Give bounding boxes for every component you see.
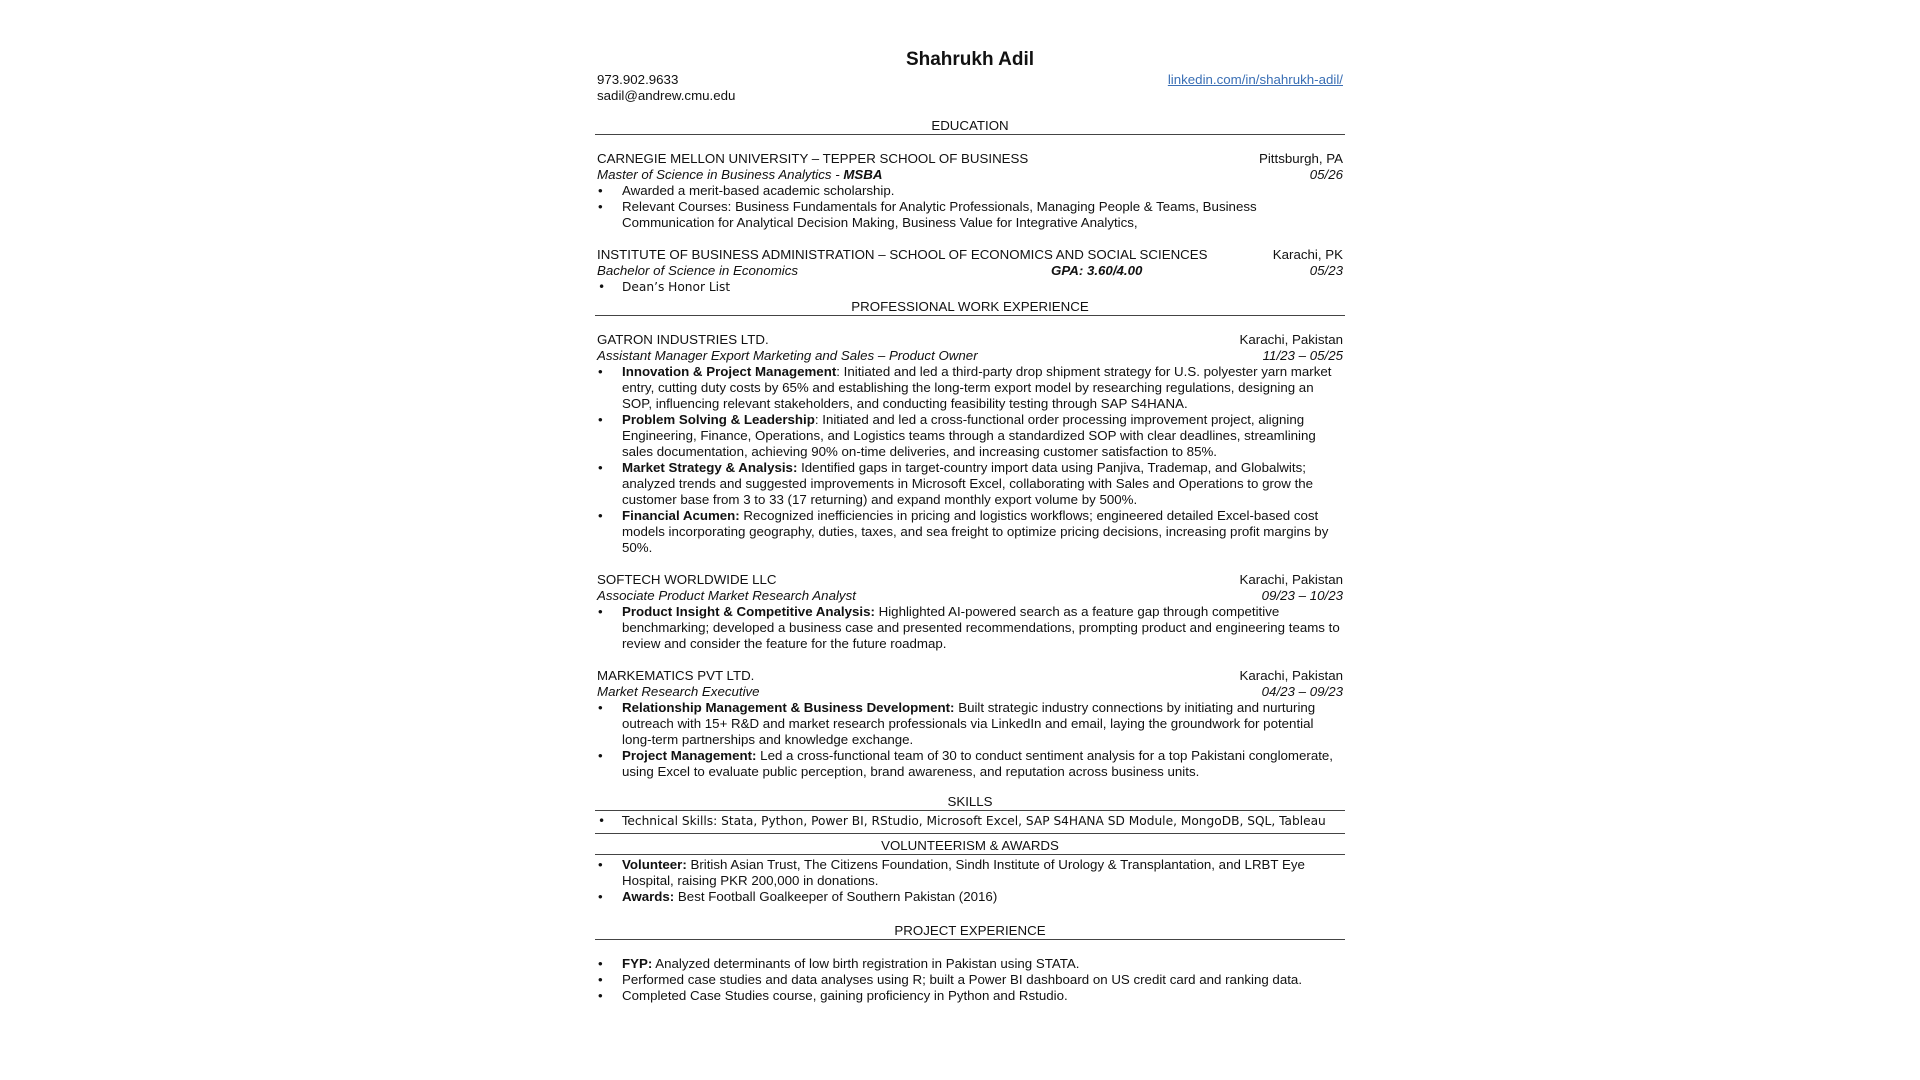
job-entry xyxy=(597,332,1343,556)
list-item: • Volunteer: British Asian Trust, The Citizens Foundation, Sindh Institute of Urology & Transplantation, and LRBT Eye Hospital, raising PKR 200,000 in donations. xyxy=(597,857,1343,889)
degree-abbrev: MSBA xyxy=(843,167,883,182)
school-location: Pittsburgh, PA xyxy=(1258,151,1343,166)
job-role: Assistant Manager Export Marketing and Sales – Product Owner xyxy=(597,348,978,363)
list-item: • Innovation & Project Management: Initiated and led a third-party drop shipment strategy for U.S. polyester yarn market entry, cutting duty costs by 65% and establishing the long-term export model by researching regulations, designing an SOP, influencing relevant stakeholders, and conducting feasibility testing through SAP S4HANA. xyxy=(597,364,1343,412)
degree: Bachelor of Science in Economics xyxy=(597,263,799,278)
list-item: • Product Insight & Competitive Analysis: Highlighted AI-powered search as a feature gap through competitive benchmarking; developed a business case and presented recommendations, prompting product and engineering teams to review and consider the feature for the future roadmap. xyxy=(597,604,1343,652)
list-item: • Relevant Courses: Business Fundamentals for Analytic Professionals, Managing People & Teams, Business Communication for Analytical Decision Making, Business Value for Integrative Analytics, xyxy=(597,199,1343,231)
volunteer-heading: VOLUNTEERISM & AWARDS xyxy=(595,833,1345,855)
phone-number: 973.902.9633 xyxy=(597,72,679,87)
skills-heading: SKILLS xyxy=(595,794,1345,811)
projects-heading: PROJECT EXPERIENCE xyxy=(595,923,1345,940)
list-item: • Completed Case Studies course, gaining proficiency in Python and Rstudio. xyxy=(597,988,1343,1004)
job-dates: 09/23 – 10/23 xyxy=(1261,588,1343,603)
gpa: GPA: 3.60/4.00 xyxy=(1051,263,1143,278)
job-bullets xyxy=(597,700,1343,780)
list-item: • Market Strategy & Analysis: Identified gaps in target-country import data using Panjiva, Trademap, and Globalwits; analyzed trends and suggested improvements in Microsoft Excel, collaborating with Sales and Operations to grow the customer base from 3 to 33 (17 returning) and expand monthly export volume by 500%. xyxy=(597,460,1343,508)
school-location: Karachi, PK xyxy=(1272,247,1343,262)
job-location: Karachi, Pakistan xyxy=(1239,332,1343,347)
candidate-name: Shahrukh Adil xyxy=(905,49,1035,70)
contact-line xyxy=(597,72,1343,104)
education-bullets xyxy=(597,279,1343,296)
job-role: Market Research Executive xyxy=(597,684,760,699)
email-address: sadil@andrew.cmu.edu xyxy=(597,88,736,103)
company-name: GATRON INDUSTRIES LTD. xyxy=(597,332,769,347)
job-location: Karachi, Pakistan xyxy=(1239,668,1343,683)
job-entry xyxy=(597,668,1343,780)
project-bullets xyxy=(597,956,1343,1004)
list-item: • Project Management: Led a cross-functional team of 30 to conduct sentiment analysis for a top Pakistani conglomerate, using Excel to evaluate public perception, brand awareness, and reputation across business units. xyxy=(597,748,1343,780)
graduation-date: 05/26 xyxy=(1309,167,1343,182)
education-bullets xyxy=(597,183,1343,231)
job-dates: 04/23 – 09/23 xyxy=(1261,684,1343,699)
education-entry xyxy=(597,247,1343,296)
education-entry xyxy=(597,151,1343,231)
graduation-date: 05/23 xyxy=(1309,263,1343,278)
job-location: Karachi, Pakistan xyxy=(1239,572,1343,587)
linkedin-link[interactable]: linkedin.com/in/shahrukh-adil/ xyxy=(1167,72,1343,87)
list-item: • Dean’s Honor List xyxy=(597,279,1343,296)
list-item: • Technical Skills: Stata, Python, Power BI, RStudio, Microsoft Excel, SAP S4HANA SD Module, MongoDB, SQL, Tableau xyxy=(597,813,1343,829)
volunteer-bullets xyxy=(597,857,1343,905)
list-item: • Awards: Best Football Goalkeeper of Southern Pakistan (2016) xyxy=(597,889,1343,905)
school-name: CARNEGIE MELLON UNIVERSITY – TEPPER SCHOOL OF BUSINESS xyxy=(597,151,1029,166)
list-item: • Awarded a merit-based academic scholarship. xyxy=(597,183,1343,199)
job-entry xyxy=(597,572,1343,652)
education-heading: EDUCATION xyxy=(595,118,1345,135)
school-name: INSTITUTE OF BUSINESS ADMINISTRATION – SCHOOL OF ECONOMICS AND SOCIAL SCIENCES xyxy=(597,247,1208,262)
list-item: • Relationship Management & Business Development: Built strategic industry connections by initiating and nurturing outreach with 15+ R&D and market research professionals via LinkedIn and email, laying the groundwork for potential long-term partnerships and knowledge exchange. xyxy=(597,700,1343,748)
experience-heading: PROFESSIONAL WORK EXPERIENCE xyxy=(595,299,1345,316)
skills-list xyxy=(597,813,1343,829)
list-item: • Performed case studies and data analyses using R; built a Power BI dashboard on US credit card and ranking data. xyxy=(597,972,1343,988)
degree: Master of Science in Business Analytics - MSBA xyxy=(597,167,883,182)
job-bullets xyxy=(597,604,1343,652)
job-bullets xyxy=(597,364,1343,556)
list-item: • Problem Solving & Leadership: Initiated and led a cross-functional order processing improvement project, aligning Engineering, Finance, Operations, and Logistics teams through a standardized SOP with clear deadlines, streamlining sales documentation, achieving 90% on-time deliveries, and increasing customer satisfaction to 85%. xyxy=(597,412,1343,460)
job-role: Associate Product Market Research Analyst xyxy=(597,588,856,603)
list-item: • FYP: Analyzed determinants of low birth registration in Pakistan using STATA. xyxy=(597,956,1343,972)
company-name: SOFTECH WORLDWIDE LLC xyxy=(597,572,777,587)
company-name: MARKEMATICS PVT LTD. xyxy=(597,668,755,683)
resume-page xyxy=(597,48,1343,1004)
list-item: • Financial Acumen: Recognized inefficiencies in pricing and logistics workflows; engineered detailed Excel-based cost models incorporating geography, duties, taxes, and sea freight to optimize pricing decisions, increasing profit margins by 50%. xyxy=(597,508,1343,556)
job-dates: 11/23 – 05/25 xyxy=(1262,348,1343,363)
